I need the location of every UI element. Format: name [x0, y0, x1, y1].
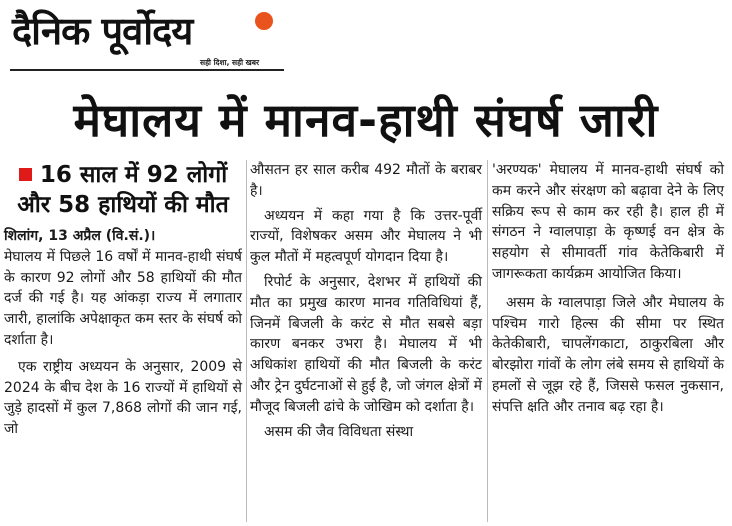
paragraph: असम की जैव विविधता संस्था: [264, 423, 414, 440]
masthead: [0, 0, 732, 80]
logo-sun-icon: [255, 12, 273, 30]
column-divider: [246, 160, 247, 522]
tagline: सही दिशा, सही खबर: [200, 58, 260, 67]
paragraph: अध्ययन में कहा गया है कि उत्तर-पूर्वी राज्यों, विशेषकर असम और मेघालय ने भी कुल मौतों में महत्वपूर्ण योगदान दिया है।: [250, 207, 482, 266]
paragraph: असम के ग्वालपाड़ा जिले और मेघालय के पश्चिम गारो हिल्स की सीमा पर स्थित केतेकीबारी, चापलेंगकाटा, ठाकुरबिला और बोरझोरा गांवों के लोग लंबे समय से हाथियों के हमलों से जूझ रहे हैं, जिससे फसल नुकसान, संपत्ति क्षति और तनाव बढ़ रहा है।: [492, 294, 724, 415]
paragraph: [4, 226, 242, 247]
brand-logo-text: दैनिक पूर्वोदय: [12, 9, 193, 53]
subhead-text: 16 साल में 92 लोगों और 58 हाथियों की मौत: [17, 162, 229, 218]
paragraph: औसतन हर साल करीब 492 मौतों के बराबर है।: [250, 162, 482, 199]
bullet-square-icon: [19, 168, 32, 181]
paragraph: मेघालय में पिछले 16 वर्षों में मानव-हाथी संघर्ष के कारण 92 लोगों और 58 हाथियों की मौत दर्ज की गई है। यह आंकड़ा राज्य में लगातार जारी, हालांकि अपेक्षाकृत कम स्तर के संघर्ष को दर्शाता है।: [4, 248, 242, 348]
article-column-2: [250, 160, 482, 442]
paragraph: रिपोर्ट के अनुसार, देशभर में हाथियों की मौत का प्रमुख कारण मानव गतिविधियां हैं, जिनमें बिजली के करंट से मौत सबसे बड़ा कारण बनकर उभरा है। मेघालय में भी अधिकांश हाथियों की मौत बिजली के करंट और ट्रेन दुर्घटनाओं से हुई है, जो जंगल क्षेत्रों में मौजूद बिजली ढांचे के जोखिम को दर्शाता है।: [250, 273, 482, 415]
paragraph: 'अरण्यक' मेघालय में मानव-हाथी संघर्ष को कम करने और संरक्षण को बढ़ावा देने के लिए सक्रिय रूप से काम कर रही है। हाल ही में संगठन ने ग्वालपाड़ा के कृष्णई वन क्षेत्र के सहयोग से सीमावर्ती गांव केतेकिबारी में जागरूकता कार्यक्रम आयोजित किया।: [492, 162, 724, 282]
masthead-rule: [10, 69, 284, 71]
paragraph: एक राष्ट्रीय अध्ययन के अनुसार, 2009 से 2024 के बीच देश के 16 राज्यों में हाथियों से जुड़े हादसों में कुल 7,868 लोगों की जान गई, जो: [4, 358, 242, 438]
subhead: [4, 160, 242, 220]
headline: मेघालय में मानव-हाथी संघर्ष जारी: [73, 93, 659, 147]
column-divider: [487, 160, 488, 522]
article-column-1: [4, 160, 242, 440]
dateline: शिलांग, 13 अप्रैल (वि.सं.)।: [4, 228, 156, 244]
article-column-3: [492, 160, 724, 418]
